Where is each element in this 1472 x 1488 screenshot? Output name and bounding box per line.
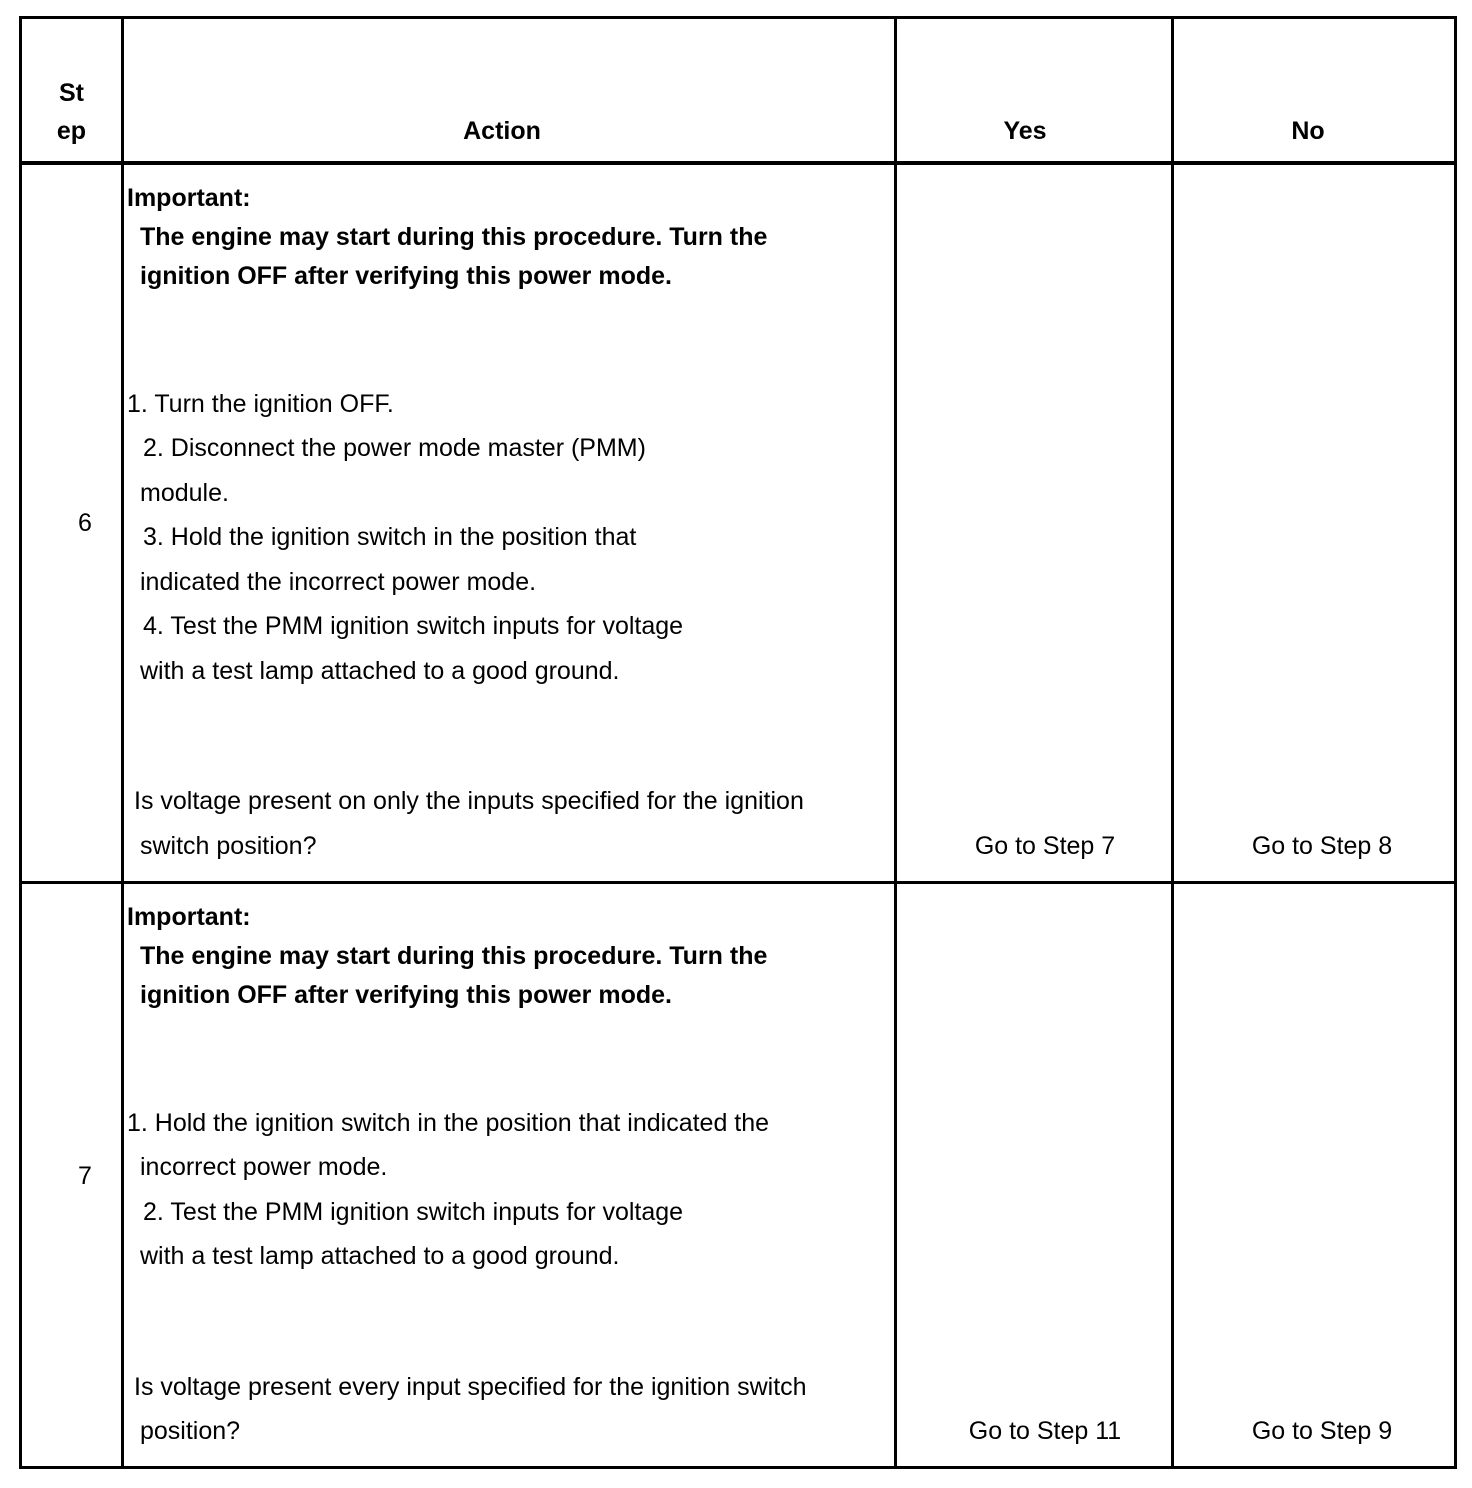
action-step-line: 1. Hold the ignition switch in the position that indicated the <box>127 1109 770 1137</box>
column-divider-yes <box>1171 16 1174 1469</box>
question-line: Is voltage present on only the inputs specified for the ignition <box>134 787 804 815</box>
action-step-line: 4. Test the PMM ignition switch inputs for voltage <box>143 612 684 640</box>
table-border-top <box>19 16 1457 19</box>
question-line: Is voltage present every input specified for the ignition switch <box>134 1373 807 1401</box>
header-step-line1: St <box>59 79 84 107</box>
yes-outcome: Go to Step 7 <box>974 832 1116 860</box>
important-note-line: ignition OFF after verifying this power mode. <box>140 262 672 290</box>
table-border-right <box>1454 16 1457 1469</box>
question-line: position? <box>140 1417 241 1445</box>
important-note-line: The engine may start during this procedure. Turn the <box>140 942 768 970</box>
action-step-line: 1. Turn the ignition OFF. <box>127 390 394 418</box>
step-number: 6 <box>78 509 92 537</box>
action-step-line: incorrect power mode. <box>140 1153 388 1181</box>
yes-outcome: Go to Step 11 <box>968 1417 1122 1445</box>
header-step <box>22 74 121 150</box>
table-border-left <box>19 16 22 1469</box>
step-number: 7 <box>78 1162 92 1190</box>
no-outcome: Go to Step 9 <box>1251 1417 1393 1445</box>
important-label: Important: <box>127 903 251 931</box>
action-step-line: 2. Test the PMM ignition switch inputs for voltage <box>143 1198 684 1226</box>
header-step-line2: ep <box>56 117 87 145</box>
action-step-line: 3. Hold the ignition switch in the position that <box>143 523 637 551</box>
important-note-line: The engine may start during this procedure. Turn the <box>140 223 768 251</box>
header-action: Action <box>463 117 541 145</box>
column-divider-step <box>121 16 124 1469</box>
table-border-bottom <box>19 1466 1457 1469</box>
action-step-line: module. <box>140 479 229 507</box>
row-divider <box>19 881 1457 884</box>
important-label: Important: <box>127 184 251 212</box>
header-yes: Yes <box>1003 117 1047 145</box>
column-divider-action <box>894 16 897 1469</box>
action-step-line: with a test lamp attached to a good ground. <box>140 1242 620 1270</box>
header-no: No <box>1291 117 1325 145</box>
important-note-line: ignition OFF after verifying this power mode. <box>140 981 672 1009</box>
action-step-line: 2. Disconnect the power mode master (PMM) <box>143 434 646 462</box>
action-step-line: indicated the incorrect power mode. <box>140 568 537 596</box>
question-line: switch position? <box>140 832 317 860</box>
action-step-line: with a test lamp attached to a good ground. <box>140 657 620 685</box>
no-outcome: Go to Step 8 <box>1251 832 1393 860</box>
header-divider <box>19 161 1457 165</box>
